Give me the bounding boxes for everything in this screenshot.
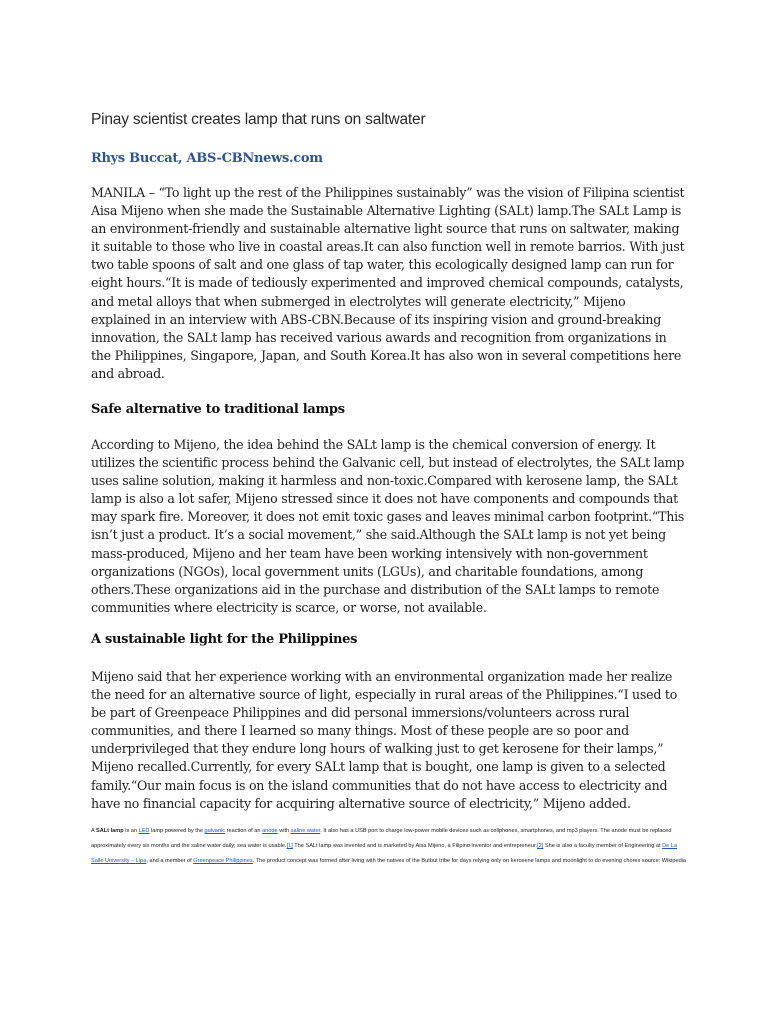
article-paragraph-sustainable-light: Mijeno said that her experience working with an environmental organization made her realize the need for an alternative source of light, especially in rural areas of the Philippines.“I used to be part of Greenpeace Philippines and did personal immersions/volunteers across rural communities, and there I learned so many things. Most of these people are so poor and underprivileged that they endure long hours of walking just to get kerosene for their lamps,” Mijeno recalled.Currently, for every SALt lamp that is bought, one lamp is given to a selected family.“Our main focus is on the island communities that do not have access to electricity and have no financial capacity for acquiring alternative source of electricity,” Mijeno added. [91, 669, 678, 811]
footnote-text: She is also a faculty member of Engineering at [543, 843, 663, 849]
footnote-text: with [277, 828, 291, 834]
footnote-text: . The product concept was formed after living with the natives of the Butbut tribe for days relying only on kerosene lamps and moonlight to do evening chores source: Wikipedia [252, 858, 687, 864]
article-paragraph-safe-alternative: According to Mijeno, the idea behind the SALt lamp is the chemical conversion of energy. It utilizes the scientific process behind the Galvanic cell, but instead of electrolytes, the SALt lamp uses saline solution, making it harmless and non-toxic.Compared with kerosene lamp, the SALt lamp is also a lot safer, Mijeno stressed since it does not have components and compounds that may spark fire. Moreover, it does not emit toxic gases and leaves minimal carbon footprint.“This isn’t just a product. It’s a social movement,” she said.Although the SALt lamp is not yet being mass-produced, Mijeno and her team have been working intensively with non-government organizations (NGOs), local government units (LGUs), and charitable foundations, among others.These organizations aid in the purchase and distribution of the SALt lamps to remote communities where electricity is scarce, or worse, not available. [91, 437, 685, 615]
footnote-link-de-la-salle-lipa[interactable]: De La Salle University – Lipa [91, 843, 678, 864]
footnote-text: lamp powered by the [149, 828, 205, 834]
footnote-text: , and a member of [146, 858, 194, 864]
section-heading-safe-alternative: Safe alternative to traditional lamps [91, 402, 345, 417]
article-title: Pinay scientist creates lamp that runs on saltwater [91, 111, 426, 128]
footnote-citation-2[interactable]: [2] [537, 843, 544, 849]
footnote-text: is an [123, 828, 139, 834]
article-paragraph-intro: MANILA – “To light up the rest of the Philippines sustainably” was the vision of Filipina scientist Aisa Mijeno when she made the Sustainable Alternative Lighting (SALt) lamp.The SALt Lamp is an environment-friendly and sustainable alternative light source that runs on saltwater, making it suitable to those who live in coastal areas.It can also function well in remote barrios. With just two table spoons of salt and one glass of tap water, this ecologically designed lamp can run for eight hours.“It is made of tediously experimented and improved chemical compounds, catalysts, and metal alloys that when submerged in electrolytes will generate electricity,” Mijeno explained in an interview with ABS-CBN.Because of its inspiring vision and ground-breaking innovation, the SALt lamp has received various awards and recognition from organizations in the Philippines, Singapore, Japan, and South Korea.It has also won in several competitions here and abroad. [91, 185, 685, 381]
footnote-link-greenpeace-philippines[interactable]: Greenpeace Philippines [193, 858, 253, 864]
footnote-term-salt-lamp: SALt lamp [95, 828, 124, 834]
section-heading-sustainable-light: A sustainable light for the Philippines [91, 632, 358, 647]
footnote-text: . It also has a USB port to charge low-power mobile devices such as cellphones, smartphones, and mp3 players. The anode must be replaced approximately every six months and the saline water daily; sea water is usable. [91, 828, 672, 849]
footnote-link-led[interactable]: LED [138, 828, 150, 834]
footnote-citation-1[interactable]: [1] [286, 843, 293, 849]
article-byline: Rhys Buccat, ABS-CBNnews.com [91, 151, 323, 166]
footnote-text: reaction of an [225, 828, 263, 834]
wikipedia-footnote [91, 824, 691, 869]
footnote-link-anode[interactable]: anode [262, 828, 278, 834]
footnote-link-saline-water[interactable]: saline water [290, 828, 321, 834]
footnote-text: The SALt lamp was invented and is marketed by Aisa Mijeno, a Filipino inventor and entrepreneur. [292, 843, 538, 849]
footnote-link-galvanic[interactable]: galvanic [204, 828, 226, 834]
footnote-text: A [91, 828, 96, 834]
